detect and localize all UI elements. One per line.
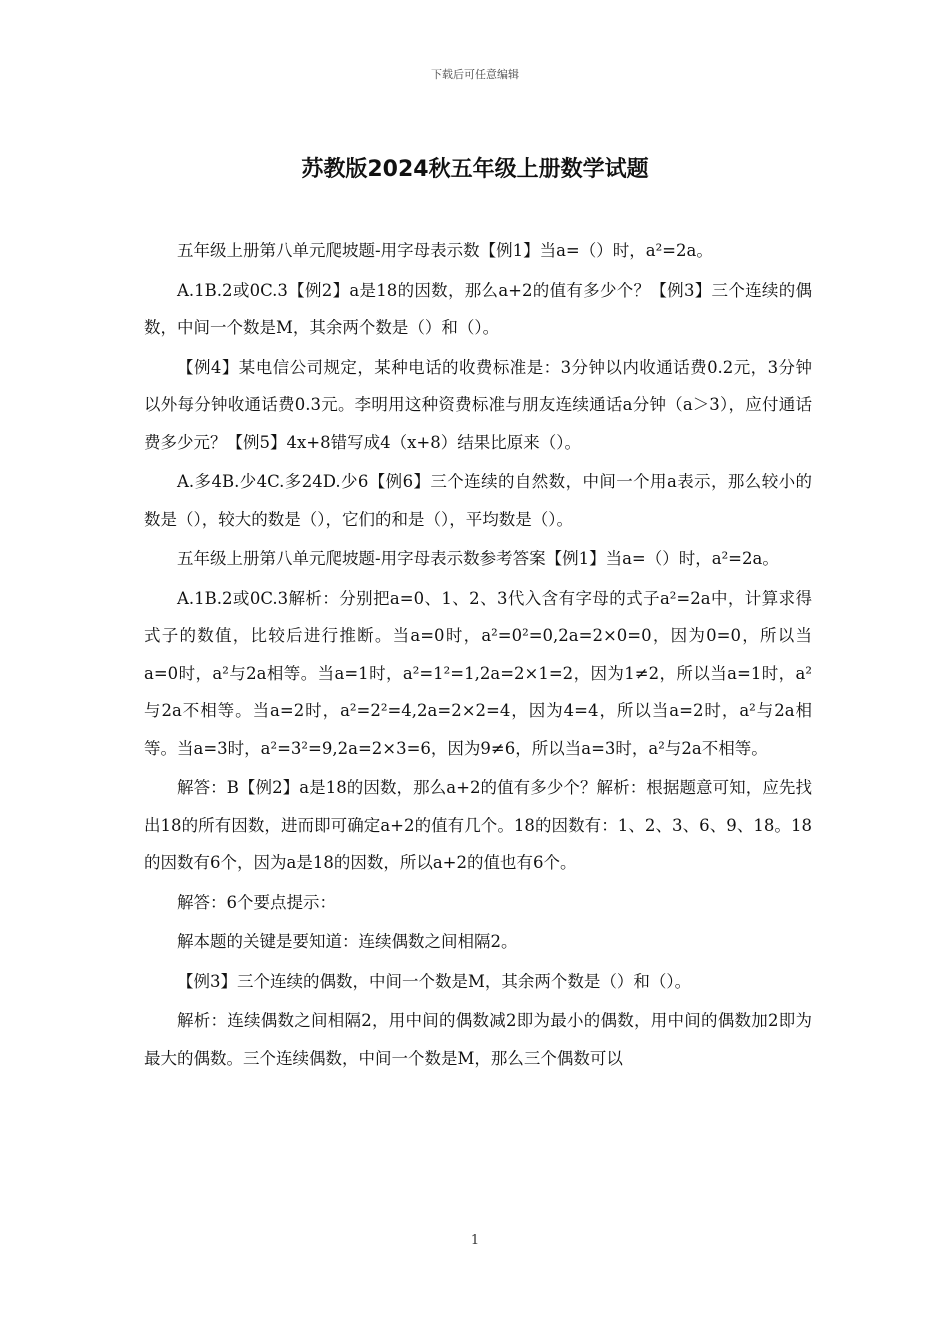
page-number: 1: [470, 1233, 480, 1248]
paragraph: 解析：连续偶数之间相隔2，用中间的偶数减2即为最小的偶数，用中间的偶数加2即为最大的偶数。三个连续偶数，中间一个数是M，那么三个偶数可以: [144, 1011, 812, 1068]
paragraph: 解本题的关键是要知道：连续偶数之间相隔2。: [177, 932, 518, 951]
document-body: [144, 232, 812, 1079]
paragraph: 【例4】某电信公司规定，某种电话的收费标准是：3分钟以内收通话费0.2元，3分钟以外每分钟收通话费0.3元。李明用这种资费标准与朋友连续通话a分钟（a＞3），应付通话费多少元？【例5】4x+8错写成4（x+8）结果比原来（）。: [144, 357, 812, 452]
paragraph: 解答：B【例2】a是18的因数，那么a+2的值有多少个？解析：根据题意可知，应先找出18的所有因数，进而即可确定a+2的值有几个。18的因数有：1、2、3、6、9、18。18的因数有6个，因为a是18的因数，所以a+2的值也有6个。: [144, 778, 812, 872]
paragraph: 五年级上册第八单元爬坡题-用字母表示数参考答案【例1】当a=（）时，a²=2a。: [177, 549, 779, 568]
paragraph: 【例3】三个连续的偶数，中间一个数是M，其余两个数是（）和（）。: [177, 971, 692, 991]
paragraph: A.1B.2或0C.3【例2】a是18的因数，那么a+2的值有多少个？【例3】三个连续的偶数，中间一个数是M，其余两个数是（）和（）。: [144, 280, 812, 337]
page-title: 苏教版2024秋五年级上册数学试题: [301, 157, 649, 182]
paragraph: 解答：6个要点提示：: [177, 892, 336, 912]
paragraph: A.1B.2或0C.3解析：分别把a=0、1、2、3代入含有字母的式子a²=2a中，计算求得式子的数值，比较后进行推断。当a=0时，a²=0²=0,2a=2×0=0，因为0=0，所以当a=0时，a²与2a相等。当a=1时，a²=1²=1,2a=2×1=2，因为1≠2，所以当a=1时，a²与2a不相等。当a=2时，a²=2²=4,2a=2×2=4，因为4=4，所以当a=2时，a²与2a相等。当a=3时，a²=3²=9,2a=2×3=6，因为9≠6，所以当a=3时，a²与2a不相等。: [144, 588, 812, 758]
page-header-note: 下载后可任意编辑: [431, 68, 519, 81]
paragraph: 五年级上册第八单元爬坡题-用字母表示数【例1】当a=（）时，a²=2a。: [177, 241, 713, 260]
paragraph: A.多4B.少4C.多24D.少6【例6】三个连续的自然数，中间一个用a表示，那么较小的数是（），较大的数是（），它们的和是（），平均数是（）。: [144, 472, 812, 529]
